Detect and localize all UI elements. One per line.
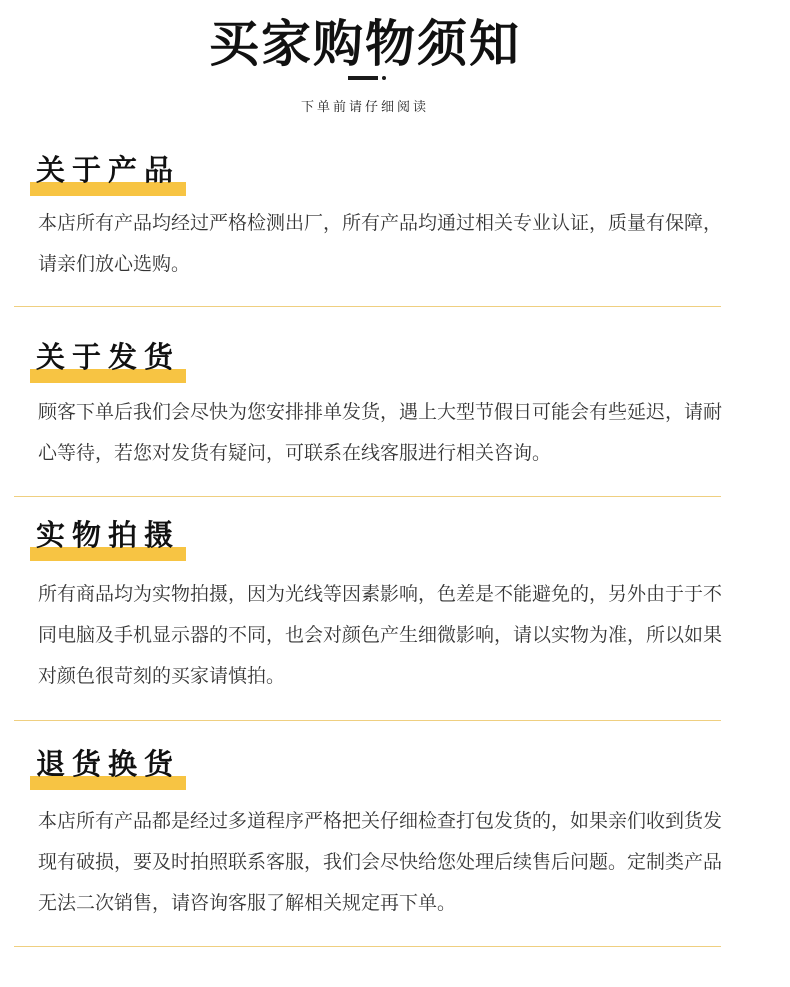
section-title: 关于发货 [36, 340, 181, 374]
title-underline [348, 76, 378, 80]
page-header [0, 0, 730, 120]
section-heading [30, 515, 186, 561]
section-body: 顾客下单后我们会尽快为您安排排单发货，遇上大型节假日可能会有些延迟，请耐心等待，若您对发货有疑问，可联系在线客服进行相关咨询。 [38, 401, 723, 464]
page-subtitle: 下单前请仔细阅读 [300, 100, 429, 115]
section-divider [14, 946, 721, 947]
section-title: 实物拍摄 [36, 518, 181, 552]
page-title: 买家购物须知 [209, 15, 521, 73]
section-heading [30, 337, 186, 383]
title-underline-dot [382, 76, 386, 80]
section-heading [30, 150, 186, 196]
section-heading [30, 744, 186, 790]
section-body: 本店所有产品都是经过多道程序严格把关仔细检查打包发货的，如果亲们收到货发现有破损，要及时拍照联系客服，我们会尽快给您处理后续售后问题。定制类产品无法二次销售，请咨询客服了解相关规定再下单。 [38, 810, 723, 914]
section-body: 本店所有产品均经过严格检测出厂，所有产品均通过相关专业认证，质量有保障，请亲们放心选购。 [38, 212, 723, 275]
section-body: 所有商品均为实物拍摄，因为光线等因素影响，色差是不能避免的，另外由于于不同电脑及手机显示器的不同，也会对颜色产生细微影响，请以实物为准，所以如果对颜色很苛刻的买家请慎拍。 [38, 583, 723, 687]
section-title: 关于产品 [36, 153, 181, 187]
section-divider [14, 720, 721, 721]
section-divider [14, 306, 721, 307]
section-divider [14, 496, 721, 497]
section-title: 退货换货 [36, 747, 181, 781]
